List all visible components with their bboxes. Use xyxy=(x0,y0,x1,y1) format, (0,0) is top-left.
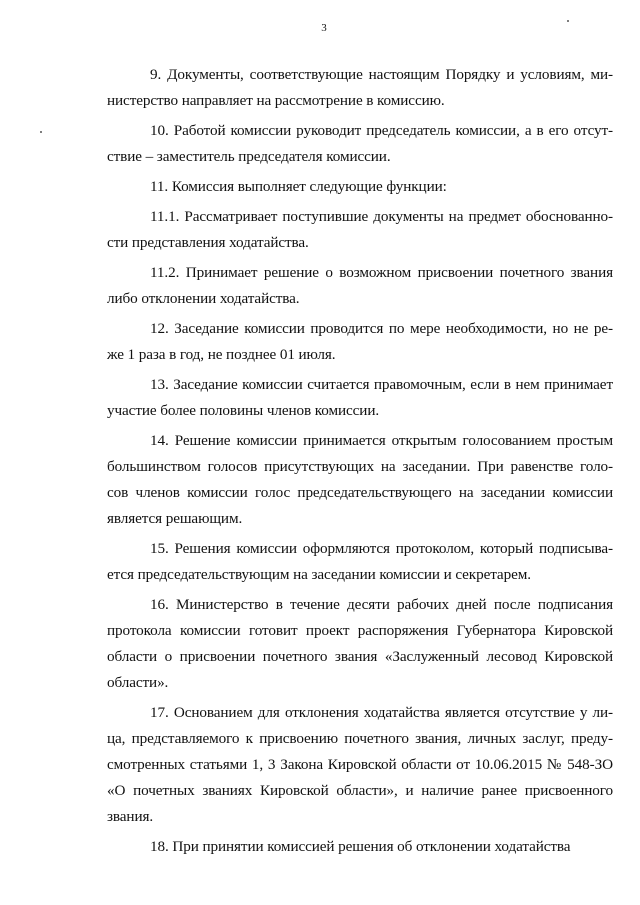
paragraph-line: 15. Решения комиссии оформляются протоколом, который подписыва- xyxy=(150,540,613,557)
paragraph-line: 18. При принятии комиссией решения об отклонении ходатайства xyxy=(150,838,571,855)
paragraph-line: 17. Основанием для отклонения ходатайства является отсутствие у ли- xyxy=(150,704,613,721)
paragraph xyxy=(107,592,613,696)
scan-artifact xyxy=(567,20,569,22)
paragraph-line: большинством голосов присутствующих на заседании. При равенстве голо- xyxy=(107,458,613,475)
paragraph-line: либо отклонении ходатайства. xyxy=(107,290,300,307)
paragraph xyxy=(107,834,613,860)
paragraph xyxy=(107,204,613,256)
paragraph-line: нистерство направляет на рассмотрение в комиссию. xyxy=(107,92,445,109)
paragraph-line: участие более половины членов комиссии. xyxy=(107,402,380,419)
paragraph-line: протокола комиссии готовит проект распоряжения Губернатора Кировской xyxy=(107,622,613,639)
paragraph-line: ется председательствующим на заседании комиссии и секретарем. xyxy=(107,566,531,583)
paragraph xyxy=(107,62,613,114)
paragraph-line: же 1 раза в год, не позднее 01 июля. xyxy=(107,346,336,363)
paragraph-line: «О почетных званиях Кировской области», и наличие ранее присвоенного xyxy=(107,782,613,799)
paragraph-line: ца, представляемого к присвоению почетного звания, личных заслуг, преду- xyxy=(107,730,613,747)
paragraph xyxy=(107,536,613,588)
paragraph-line: области о присвоении почетного звания «Заслуженный лесовод Кировской xyxy=(107,648,613,665)
paragraph-line: области». xyxy=(107,674,169,691)
paragraph xyxy=(107,118,613,170)
paragraph-line: 12. Заседание комиссии проводится по мере необходимости, но не ре- xyxy=(150,320,613,337)
paragraph-line: смотренных статьями 1, 3 Закона Кировской области от 10.06.2015 № 548-ЗО xyxy=(107,756,613,773)
paragraph xyxy=(107,428,613,532)
paragraph-line: 16. Министерство в течение десяти рабочих дней после подписания xyxy=(150,596,613,613)
paragraph-line: 11.2. Принимает решение о возможном присвоении почетного звания xyxy=(150,264,613,281)
paragraph-line: 9. Документы, соответствующие настоящим Порядку и условиям, ми- xyxy=(150,66,613,83)
scan-artifact xyxy=(40,131,42,133)
paragraph-line: ствие – заместитель председателя комиссии. xyxy=(107,148,391,165)
paragraph xyxy=(107,316,613,368)
paragraph-line: сов членов комиссии голос председательствующего на заседании комиссии xyxy=(107,484,613,501)
paragraph xyxy=(107,700,613,830)
paragraph-line: 11. Комиссия выполняет следующие функции: xyxy=(150,178,447,195)
paragraph-line: 11.1. Рассматривает поступившие документы на предмет обоснованно- xyxy=(150,208,613,225)
paragraph xyxy=(107,372,613,424)
paragraph-line: сти представления ходатайства. xyxy=(107,234,309,251)
paragraph-line: 14. Решение комиссии принимается открытым голосованием простым xyxy=(150,432,613,449)
paragraph-line: 10. Работой комиссии руководит председатель комиссии, а в его отсут- xyxy=(150,122,613,139)
paragraph xyxy=(107,174,613,200)
page-number: 3 xyxy=(321,22,327,34)
paragraph-line: является решающим. xyxy=(107,510,243,527)
document-body xyxy=(107,62,613,864)
paragraph-line: 13. Заседание комиссии считается правомочным, если в нем принимает xyxy=(150,376,613,393)
paragraph-line: звания. xyxy=(107,808,154,825)
paragraph xyxy=(107,260,613,312)
